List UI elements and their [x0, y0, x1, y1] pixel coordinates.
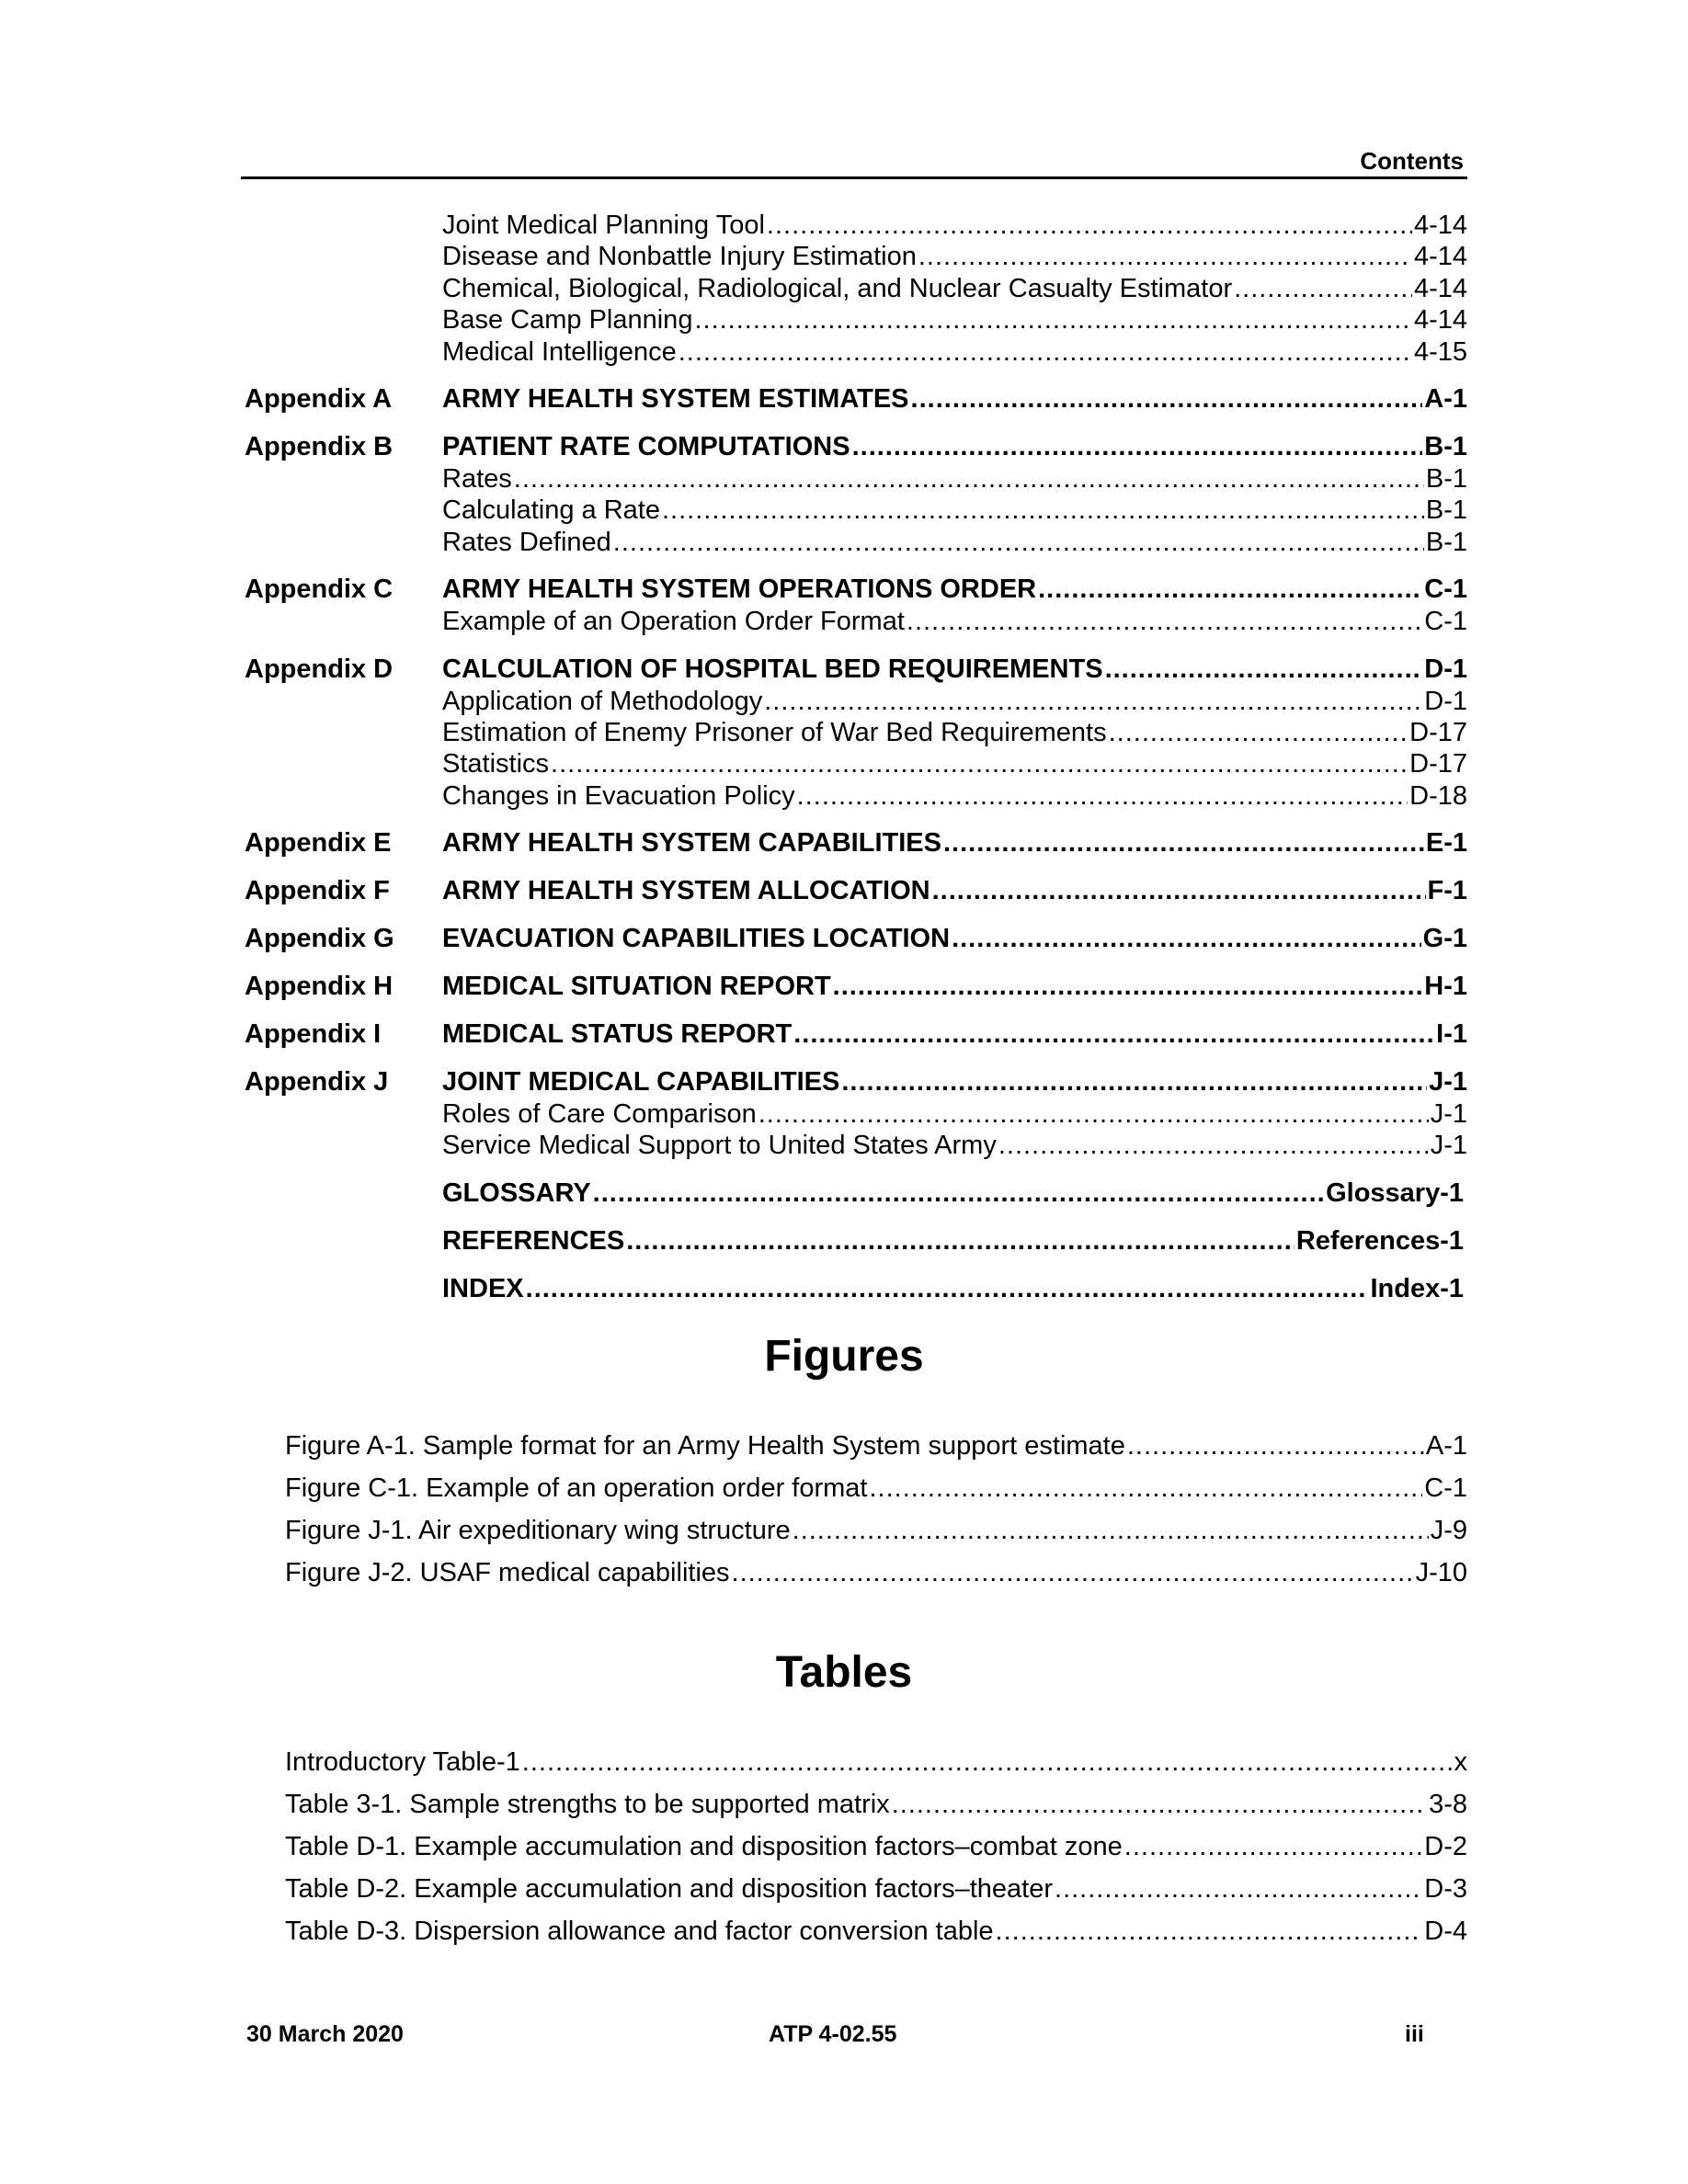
entry-title: EVACUATION CAPABILITIES LOCATION — [442, 924, 951, 954]
toc-appendix-entry[interactable] — [245, 383, 1467, 415]
entry-title: Medical Intelligence — [442, 336, 677, 367]
dot-leader — [918, 241, 1412, 272]
dot-leader — [932, 875, 1426, 906]
entry-title: Estimation of Enemy Prisoner of War Bed Requirements — [442, 717, 1107, 747]
entry-title: Figure A-1. Sample format for an Army Health System support estimate — [285, 1431, 1125, 1461]
dot-leader — [911, 383, 1423, 415]
page-number: Index-1 — [1370, 1273, 1464, 1303]
dot-leader — [551, 748, 1408, 779]
figure-list-item[interactable] — [285, 1467, 1467, 1509]
page-number: I-1 — [1436, 1019, 1467, 1050]
page-number: 4-14 — [1413, 242, 1467, 272]
dot-leader — [852, 431, 1423, 462]
entry-title: Figure J-1. Air expeditionary wing structure — [285, 1516, 791, 1545]
page-number: D-17 — [1409, 749, 1467, 779]
entry-title: Joint Medical Planning Tool — [442, 210, 765, 240]
entry — [285, 1467, 1467, 1509]
toc-subentry[interactable] — [245, 495, 1467, 526]
page-number: B-1 — [1425, 495, 1467, 526]
toc-group-back-matter — [245, 1273, 1467, 1305]
page-number: J-1 — [1430, 1131, 1467, 1161]
page-number: E-1 — [1425, 828, 1467, 859]
page-number: D-3 — [1424, 1874, 1467, 1904]
entry — [442, 304, 1467, 336]
page-number: 4-14 — [1413, 273, 1467, 303]
entry — [442, 1225, 1467, 1257]
dot-leader — [952, 923, 1421, 954]
toc-appendix-entry[interactable] — [245, 1066, 1467, 1098]
dot-leader — [943, 827, 1424, 859]
page-number: D-17 — [1409, 717, 1467, 747]
toc-group-appendix — [245, 1018, 1467, 1051]
tables-heading: Tables — [775, 1648, 913, 1697]
toc-subentry[interactable] — [245, 686, 1467, 717]
table-list-item[interactable] — [285, 1741, 1467, 1783]
entry-title: Calculating a Rate — [442, 495, 660, 526]
entry-title: MEDICAL STATUS REPORT — [442, 1019, 793, 1050]
dot-leader — [1038, 574, 1422, 605]
appendix-label: Appendix E — [245, 828, 392, 859]
dot-leader — [662, 495, 1424, 526]
toc-group-appendix — [245, 654, 1467, 813]
page-number: Glossary-1 — [1326, 1177, 1464, 1208]
entry — [442, 431, 1467, 462]
figure-list-item[interactable] — [285, 1425, 1467, 1467]
dot-leader — [1055, 1868, 1422, 1910]
entry-title: Service Medical Support to United States Army — [442, 1131, 997, 1161]
toc-subentry[interactable] — [245, 780, 1467, 812]
dot-leader — [522, 1741, 1453, 1783]
page-number: D-18 — [1409, 780, 1467, 811]
footer-page-number: iii — [1405, 2021, 1424, 2047]
toc-appendix-entry[interactable] — [245, 875, 1467, 907]
entry-title: ARMY HEALTH SYSTEM ESTIMATES — [442, 383, 909, 414]
running-header: Contents — [1360, 147, 1464, 175]
figure-list-item[interactable] — [285, 1552, 1467, 1594]
page-number: D-2 — [1424, 1832, 1467, 1861]
page-number: References-1 — [1295, 1225, 1464, 1256]
entry — [285, 1425, 1467, 1467]
entry — [442, 463, 1467, 495]
entry-title: JOINT MEDICAL CAPABILITIES — [442, 1067, 840, 1098]
toc-appendix-entry[interactable] — [245, 971, 1467, 1003]
toc-subentry[interactable] — [245, 527, 1467, 558]
entry — [442, 1130, 1467, 1161]
entry — [442, 273, 1467, 304]
toc-appendix-entry[interactable] — [245, 654, 1467, 686]
dot-leader — [996, 1910, 1423, 1952]
toc-group-appendix — [245, 383, 1467, 415]
toc-subentry[interactable] — [245, 241, 1467, 272]
entry — [442, 383, 1467, 415]
page-number: C-1 — [1424, 574, 1467, 605]
dot-leader — [679, 336, 1412, 368]
entry-title: MEDICAL SITUATION REPORT — [442, 972, 831, 1002]
appendix-label: Appendix B — [245, 431, 393, 461]
dot-leader — [869, 1467, 1422, 1509]
toc-subentry[interactable] — [245, 1098, 1467, 1130]
page-number: A-1 — [1424, 383, 1467, 414]
entry — [442, 241, 1467, 272]
entry-title: PATIENT RATE COMPUTATIONS — [442, 431, 850, 461]
dot-leader — [793, 1018, 1434, 1050]
toc-appendix-entry[interactable] — [245, 827, 1467, 859]
page-number: G-1 — [1422, 924, 1467, 954]
page-number: F-1 — [1427, 876, 1467, 906]
entry-title: Figure J-2. USAF medical capabilities — [285, 1558, 730, 1587]
appendix-label: Appendix C — [245, 574, 393, 605]
entry-title: Rates — [442, 463, 512, 494]
page-number: 4-14 — [1413, 210, 1467, 240]
dot-leader — [613, 527, 1424, 558]
toc-appendix-entry[interactable] — [245, 923, 1467, 955]
toc-subentry[interactable] — [245, 336, 1467, 368]
entry — [442, 780, 1467, 812]
dot-leader — [1234, 273, 1412, 304]
page-number: 4-15 — [1413, 336, 1467, 367]
toc-back-matter-entry[interactable] — [245, 1177, 1467, 1210]
dot-leader — [833, 971, 1423, 1002]
page-number: C-1 — [1424, 607, 1467, 637]
dot-leader — [514, 463, 1424, 495]
toc-group-appendix — [245, 574, 1467, 637]
dot-leader — [1124, 1826, 1422, 1868]
entry-title: GLOSSARY — [442, 1177, 591, 1208]
dot-leader — [694, 304, 1412, 336]
header-rule — [241, 176, 1467, 179]
appendix-label: Appendix G — [245, 924, 394, 954]
dot-leader — [732, 1552, 1414, 1594]
entry-title: Table D-2. Example accumulation and disposition factors–theater — [285, 1874, 1054, 1904]
dot-leader — [797, 780, 1408, 812]
appendix-label: Appendix A — [245, 383, 393, 414]
table-of-contents — [245, 210, 1467, 1321]
dot-leader — [764, 686, 1422, 717]
entry — [442, 1273, 1467, 1304]
dot-leader — [767, 210, 1412, 241]
entry-title: Base Camp Planning — [442, 305, 693, 336]
figures-heading: Figures — [764, 1332, 924, 1381]
toc-group-appendix — [245, 1066, 1467, 1162]
dot-leader — [1105, 654, 1423, 685]
page-number: A-1 — [1425, 1431, 1467, 1461]
page-number: J-10 — [1415, 1558, 1467, 1587]
entry — [442, 923, 1467, 954]
entry-title: Roles of Care Comparison — [442, 1099, 757, 1130]
page-number: 4-14 — [1413, 305, 1467, 336]
table-list-item[interactable] — [285, 1783, 1467, 1826]
entry — [442, 336, 1467, 368]
page-number: B-1 — [1425, 527, 1467, 557]
dot-leader — [793, 1509, 1429, 1552]
entry — [285, 1868, 1467, 1910]
entry — [285, 1509, 1467, 1552]
entry — [442, 527, 1467, 558]
page-number: D-4 — [1424, 1917, 1467, 1946]
toc-subentry[interactable] — [245, 463, 1467, 495]
entry — [442, 1066, 1467, 1098]
dot-leader — [841, 1066, 1427, 1098]
toc-appendix-entry[interactable] — [245, 431, 1467, 463]
entry — [442, 971, 1467, 1002]
dot-leader — [998, 1130, 1429, 1161]
toc-back-matter-entry[interactable] — [245, 1225, 1467, 1257]
entry — [442, 495, 1467, 526]
entry-title: INDEX — [442, 1273, 524, 1303]
entry-title: Table D-3. Dispersion allowance and factor conversion table — [285, 1917, 994, 1946]
toc-back-matter-entry[interactable] — [245, 1273, 1467, 1305]
page-number: D-1 — [1424, 654, 1467, 684]
entry — [442, 1098, 1467, 1130]
appendix-label: Appendix H — [245, 972, 393, 1002]
entry — [442, 1018, 1467, 1050]
dot-leader — [758, 1098, 1429, 1130]
page-number: 3-8 — [1429, 1790, 1467, 1819]
appendix-label: Appendix D — [245, 654, 393, 684]
entry-title: ARMY HEALTH SYSTEM CAPABILITIES — [442, 828, 941, 859]
dot-leader — [892, 1783, 1427, 1826]
tables-list — [285, 1741, 1467, 1952]
entry-title: ARMY HEALTH SYSTEM ALLOCATION — [442, 876, 930, 906]
entry-title: Rates Defined — [442, 527, 611, 557]
appendix-label: Appendix J — [245, 1067, 389, 1098]
entry — [442, 748, 1467, 779]
toc-group-appendix — [245, 923, 1467, 955]
entry-title: Example of an Operation Order Format — [442, 607, 905, 637]
entry — [442, 1177, 1467, 1209]
entry-title: Introductory Table-1 — [285, 1747, 520, 1777]
toc-subentry[interactable] — [245, 304, 1467, 336]
toc-appendix-entry[interactable] — [245, 1018, 1467, 1051]
page-number: J-1 — [1429, 1067, 1467, 1098]
entry-title: CALCULATION OF HOSPITAL BED REQUIREMENTS — [442, 654, 1103, 684]
table-list-item[interactable] — [285, 1910, 1467, 1952]
entry — [442, 210, 1467, 241]
toc-subentry[interactable] — [245, 717, 1467, 748]
entry-title: Table D-1. Example accumulation and disposition factors–combat zone — [285, 1832, 1123, 1861]
entry — [442, 574, 1467, 605]
entry — [442, 827, 1467, 859]
figure-list-item[interactable] — [285, 1509, 1467, 1552]
toc-subentry[interactable] — [245, 606, 1467, 637]
toc-group-appendix — [245, 971, 1467, 1003]
toc-group-appendix — [245, 827, 1467, 859]
entry-title: Table 3-1. Sample strengths to be supported matrix — [285, 1790, 890, 1819]
toc-appendix-entry[interactable] — [245, 574, 1467, 606]
toc-subentry[interactable] — [245, 273, 1467, 304]
dot-leader — [526, 1273, 1369, 1304]
footer-date: 30 March 2020 — [246, 2021, 404, 2047]
page-number: B-1 — [1425, 463, 1467, 494]
page-number: D-1 — [1424, 686, 1467, 716]
entry-title: Disease and Nonbattle Injury Estimation — [442, 242, 917, 272]
toc-subentry[interactable] — [245, 1130, 1467, 1161]
page-number: C-1 — [1424, 1473, 1467, 1503]
dot-leader — [626, 1225, 1295, 1257]
toc-subentry[interactable] — [245, 748, 1467, 779]
entry — [285, 1783, 1467, 1826]
entry — [442, 875, 1467, 906]
page-number: x — [1454, 1747, 1467, 1777]
page-number: B-1 — [1424, 431, 1467, 461]
entry — [442, 686, 1467, 717]
toc-subentry[interactable] — [245, 210, 1467, 241]
toc-group-back-matter — [245, 1225, 1467, 1257]
entry — [285, 1552, 1467, 1594]
entry — [285, 1910, 1467, 1952]
appendix-label: Appendix F — [245, 876, 390, 906]
page-number: J-9 — [1430, 1516, 1467, 1545]
entry-title: Statistics — [442, 749, 550, 779]
figures-list — [285, 1425, 1467, 1594]
dot-leader — [593, 1177, 1324, 1209]
entry — [442, 717, 1467, 748]
toc-group-back-matter — [245, 1177, 1467, 1210]
entry — [442, 606, 1467, 637]
table-list-item[interactable] — [285, 1826, 1467, 1868]
page-number: J-1 — [1430, 1099, 1467, 1130]
entry-title: REFERENCES — [442, 1225, 625, 1256]
entry-title: Figure C-1. Example of an operation order format — [285, 1473, 868, 1503]
entry-title: Changes in Evacuation Policy — [442, 780, 795, 811]
entry-title: Chemical, Biological, Radiological, and Nuclear Casualty Estimator — [442, 273, 1233, 303]
entry-title: Application of Methodology — [442, 686, 763, 716]
dot-leader — [1109, 717, 1409, 748]
dot-leader — [1127, 1425, 1424, 1467]
dot-leader — [907, 606, 1422, 637]
toc-group-chapter4 — [245, 210, 1467, 368]
appendix-label: Appendix I — [245, 1019, 382, 1050]
table-list-item[interactable] — [285, 1868, 1467, 1910]
entry — [285, 1741, 1467, 1783]
footer-doc-id: ATP 4-02.55 — [769, 2021, 897, 2047]
page-number: H-1 — [1424, 972, 1467, 1002]
toc-group-appendix — [245, 875, 1467, 907]
entry — [285, 1826, 1467, 1868]
entry — [442, 654, 1467, 685]
entry-title: ARMY HEALTH SYSTEM OPERATIONS ORDER — [442, 574, 1037, 605]
toc-group-appendix — [245, 431, 1467, 558]
